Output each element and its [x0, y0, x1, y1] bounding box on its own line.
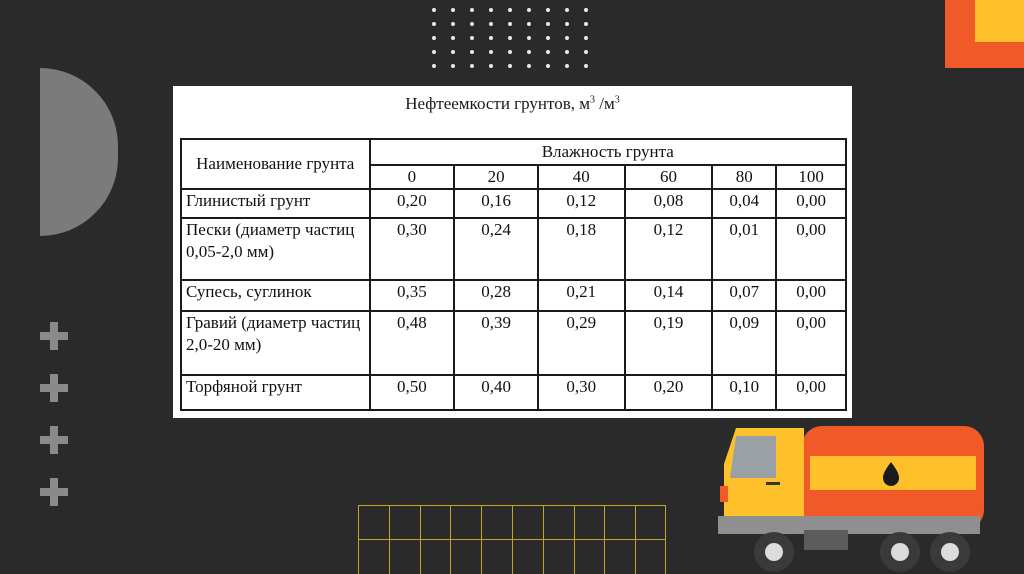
dot: [565, 8, 569, 12]
dot: [451, 8, 455, 12]
soil-name-cell: Торфяной грунт: [181, 375, 370, 410]
capacity-value-cell: 0,00: [776, 218, 846, 280]
fuel-box: [804, 530, 848, 550]
dot: [508, 8, 512, 12]
capacity-value-cell: 0,48: [370, 311, 455, 375]
dot: [527, 36, 531, 40]
grid-line: [358, 539, 666, 540]
soil-name-cell: Гравий (диаметр частиц 2,0-20 мм): [181, 311, 370, 375]
capacity-value-cell: 0,20: [625, 375, 713, 410]
dot: [432, 36, 436, 40]
dot: [565, 64, 569, 68]
capacity-value-cell: 0,30: [370, 218, 455, 280]
dot: [565, 50, 569, 54]
capacity-value-cell: 0,16: [454, 189, 538, 218]
soil-name-cell: Глинистый грунт: [181, 189, 370, 218]
gold-grid-decoration: [358, 505, 666, 574]
capacity-value-cell: 0,14: [625, 280, 713, 311]
capacity-value-cell: 0,20: [370, 189, 455, 218]
plus-icon: [40, 478, 68, 506]
dot: [527, 8, 531, 12]
capacity-value-cell: 0,12: [538, 189, 625, 218]
table-row: [181, 375, 846, 410]
soil-name-cell: Супесь, суглинок: [181, 280, 370, 311]
dot: [546, 50, 550, 54]
capacity-value-cell: 0,19: [625, 311, 713, 375]
dot: [432, 64, 436, 68]
dot: [508, 64, 512, 68]
capacity-value-cell: 0,18: [538, 218, 625, 280]
dot: [508, 22, 512, 26]
capacity-value-cell: 0,28: [454, 280, 538, 311]
dot: [489, 64, 493, 68]
capacity-value-cell: 0,35: [370, 280, 455, 311]
dot: [584, 50, 588, 54]
dot: [451, 64, 455, 68]
capacity-value-cell: 0,21: [538, 280, 625, 311]
capacity-value-cell: 0,30: [538, 375, 625, 410]
capacity-value-cell: 0,24: [454, 218, 538, 280]
table-row: [181, 218, 846, 280]
oil-capacity-table: [180, 138, 847, 411]
capacity-value-cell: 0,29: [538, 311, 625, 375]
dot: [432, 22, 436, 26]
capacity-value-cell: 0,50: [370, 375, 455, 410]
capacity-value-cell: 0,08: [625, 189, 713, 218]
capacity-value-cell: 0,39: [454, 311, 538, 375]
half-circle-decoration: [40, 68, 118, 236]
soil-name-cell: Пески (диаметр частиц 0,05-2,0 мм): [181, 218, 370, 280]
dot: [565, 36, 569, 40]
dot: [451, 50, 455, 54]
dot: [527, 64, 531, 68]
dot: [565, 22, 569, 26]
dot: [470, 8, 474, 12]
dot: [470, 36, 474, 40]
dot: [546, 64, 550, 68]
capacity-value-cell: 0,07: [712, 280, 776, 311]
capacity-value-cell: 0,00: [776, 375, 846, 410]
tanker-truck-illustration: [718, 418, 988, 574]
dot: [489, 50, 493, 54]
capacity-value-cell: 0,00: [776, 189, 846, 218]
dot: [527, 50, 531, 54]
dot: [546, 22, 550, 26]
column-header-moisture: Влажность грунта: [370, 139, 846, 165]
dot: [451, 22, 455, 26]
moisture-level-header: 40: [538, 165, 625, 189]
dot: [489, 8, 493, 12]
dot-pattern: [432, 8, 592, 70]
plus-icon: [40, 322, 68, 350]
capacity-value-cell: 0,40: [454, 375, 538, 410]
dot: [489, 22, 493, 26]
table-row: [181, 189, 846, 218]
capacity-value-cell: 0,04: [712, 189, 776, 218]
dot: [470, 64, 474, 68]
capacity-value-cell: 0,12: [625, 218, 713, 280]
dot: [470, 50, 474, 54]
plus-icon: [40, 374, 68, 402]
dot: [584, 36, 588, 40]
dot: [508, 36, 512, 40]
moisture-level-header: 20: [454, 165, 538, 189]
dot: [451, 36, 455, 40]
chassis: [718, 516, 980, 534]
dot: [489, 36, 493, 40]
corner-square-decoration: [945, 0, 1024, 68]
capacity-value-cell: 0,00: [776, 280, 846, 311]
dot: [584, 64, 588, 68]
dot: [584, 22, 588, 26]
moisture-level-header: 0: [370, 165, 455, 189]
dot: [432, 8, 436, 12]
moisture-level-header: 100: [776, 165, 846, 189]
capacity-value-cell: 0,01: [712, 218, 776, 280]
capacity-value-cell: 0,00: [776, 311, 846, 375]
table-row: [181, 280, 846, 311]
column-header-name: Наименование грунта: [181, 139, 370, 189]
grid-line: [358, 505, 666, 506]
table-card: [173, 86, 852, 418]
capacity-value-cell: 0,09: [712, 311, 776, 375]
dot: [470, 22, 474, 26]
plus-icon: [40, 426, 68, 454]
cab-window: [730, 436, 776, 478]
capacity-value-cell: 0,10: [712, 375, 776, 410]
table-row: [181, 311, 846, 375]
dot: [546, 8, 550, 12]
table-title: Нефтеемкости грунтов, $м^3$ $/м^3$: [405, 94, 620, 113]
dot: [508, 50, 512, 54]
dot: [432, 50, 436, 54]
moisture-level-header: 80: [712, 165, 776, 189]
dot: [546, 36, 550, 40]
dot: [527, 22, 531, 26]
moisture-level-header: 60: [625, 165, 713, 189]
dot: [584, 8, 588, 12]
